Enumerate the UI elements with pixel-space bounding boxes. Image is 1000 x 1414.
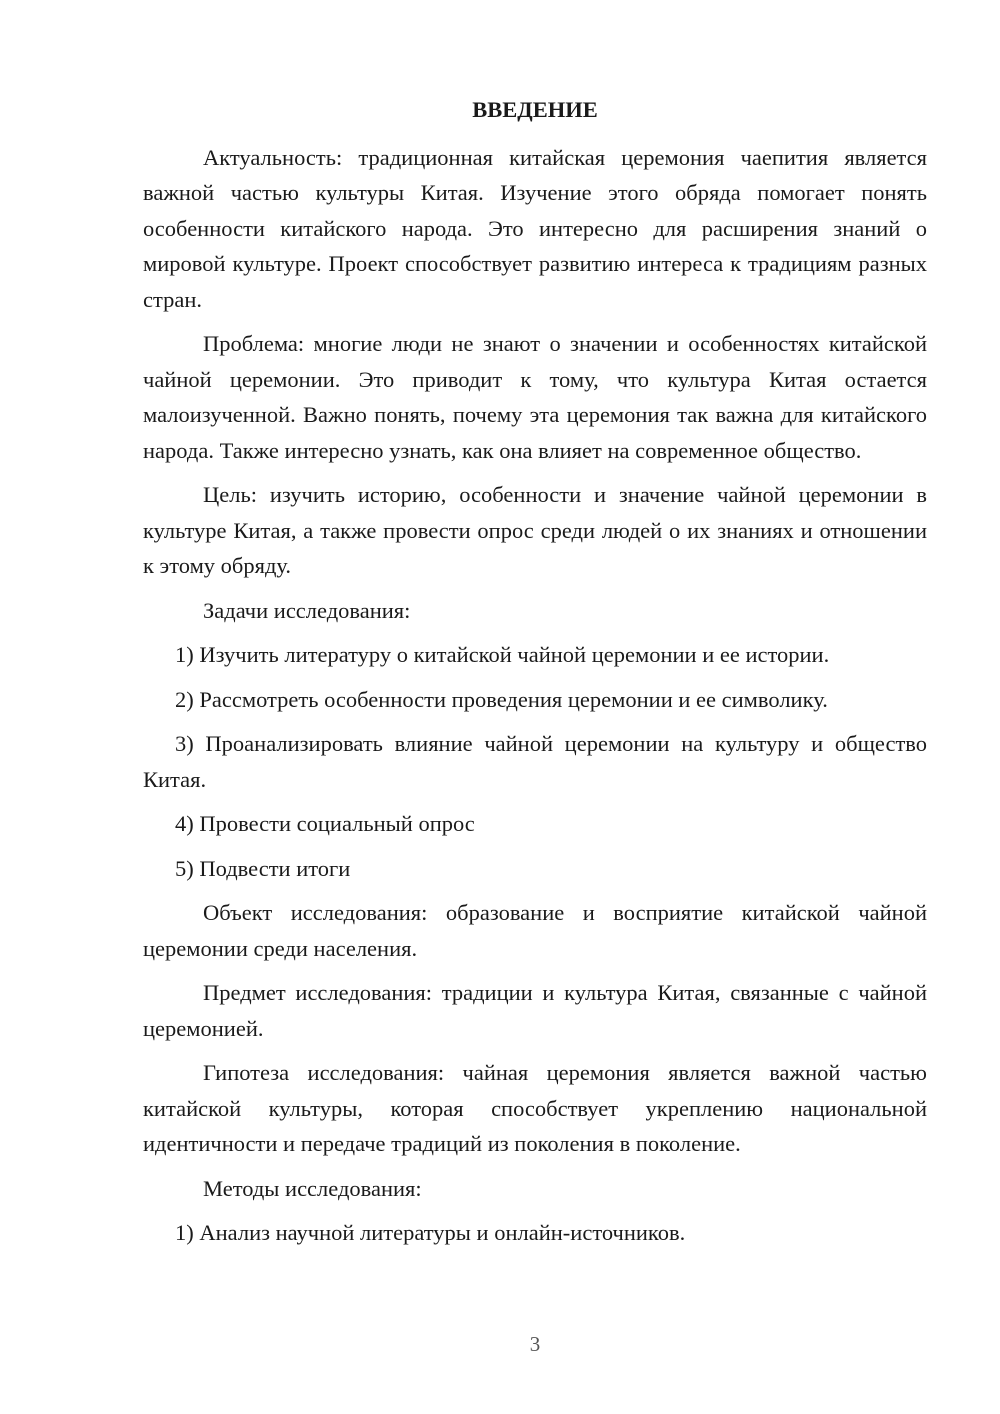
section-heading: ВВЕДЕНИЕ (472, 97, 598, 122)
page-content (143, 92, 927, 1260)
subject-paragraph: Предмет исследования: традиции и культура Китая, связанные с чайной церемонией. (143, 980, 927, 1041)
task-item-2: 2) Рассмотреть особенности проведения церемонии и ее символику. (175, 686, 828, 712)
method-item-1: 1) Анализ научной литературы и онлайн-источников. (175, 1220, 686, 1245)
object-paragraph: Объект исследования: образование и восприятие китайской чайной церемонии среди населения. (143, 900, 927, 961)
page-number: 3 (529, 1332, 541, 1356)
tasks-label: Задачи исследования: (203, 597, 411, 623)
goal-paragraph: Цель: изучить историю, особенности и значение чайной церемонии в культуре Китая, а также провести опрос среди людей о их знаниях и отношении к этому обряду. (143, 482, 927, 578)
methods-label: Методы исследования: (203, 1175, 422, 1201)
task-item-4: 4) Провести социальный опрос (175, 811, 475, 836)
task-item-1: 1) Изучить литературу о китайской чайной церемонии и ее истории. (175, 642, 830, 667)
task-item-3: 3) Проанализировать влияние чайной церемонии на культуру и общество Китая. (143, 731, 927, 792)
problem-paragraph: Проблема: многие люди не знают о значении и особенностях китайской чайной церемонии. Это приводит к тому, что культура Китая остается малоизученной. Важно понять, почему эта церемония так важна для китайского народа. Также интересно узнать, как она влияет на современное общество. (143, 331, 927, 463)
relevance-paragraph: Актуальность: традиционная китайская церемония чаепития является важной частью культуры Китая. Изучение этого обряда помогает понять особенности китайского народа. Это интересно для расширения знаний о мировой культуре. Проект способствует развитию интереса к традициям разных стран. (143, 144, 927, 312)
task-item-5: 5) Подвести итоги (175, 855, 351, 881)
hypothesis-paragraph: Гипотеза исследования: чайная церемония является важной частью китайской культуры, которая способствует укреплению национальной идентичности и передаче традиций из поколения в поколение. (143, 1060, 927, 1156)
